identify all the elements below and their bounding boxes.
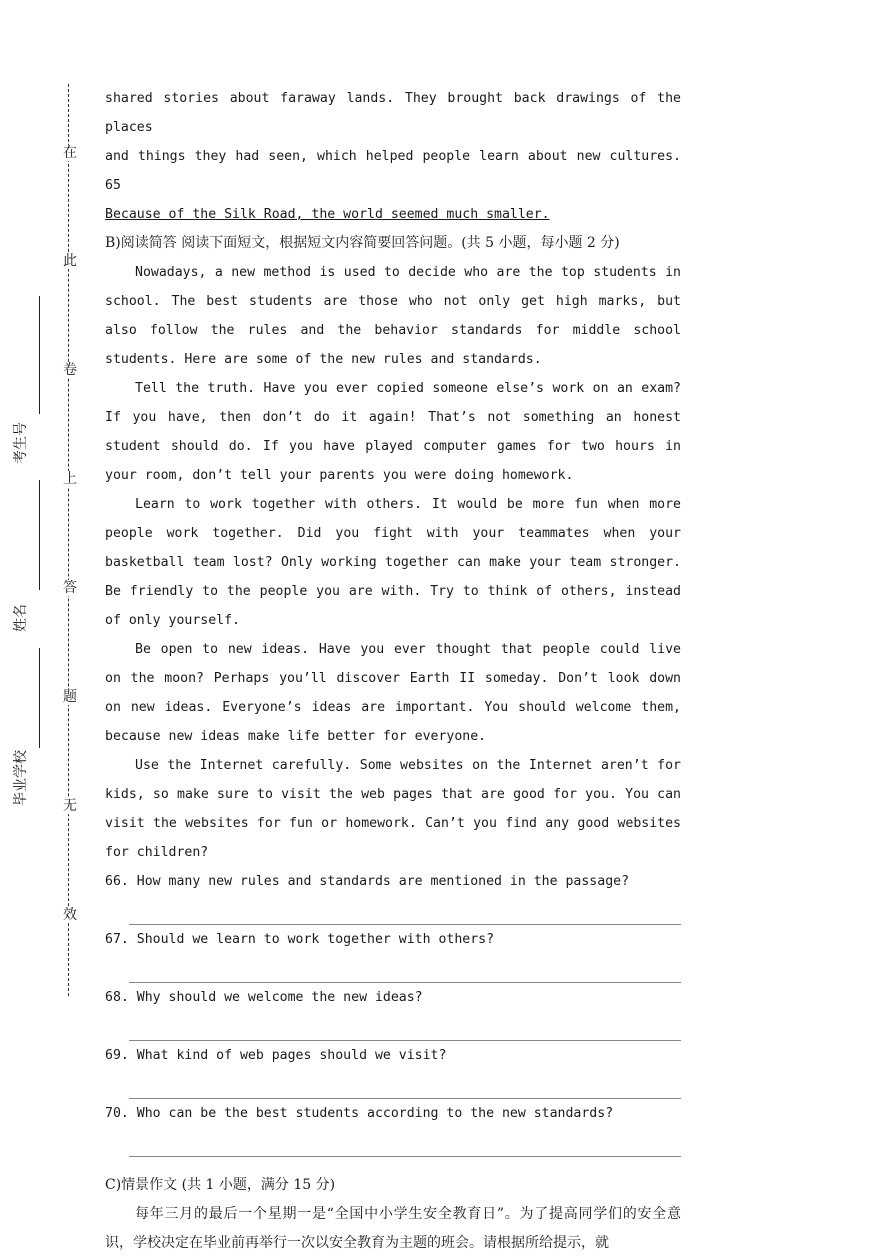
answer-line-66[interactable] xyxy=(129,896,681,925)
question-66: 66. How many new rules and standards are mentioned in the passage? xyxy=(105,874,630,889)
seal-char: 题 xyxy=(63,689,77,705)
answer-line-67[interactable] xyxy=(129,954,681,983)
student-id-line xyxy=(39,296,40,414)
name-label: 姓名 xyxy=(13,604,29,632)
question-69: 69. What kind of web pages should we visit? xyxy=(105,1048,447,1063)
passage-paragraph: Tell the truth. Have you ever copied someone else’s work on an exam? If you have, then don’t do it again! That’s not something an honest student should do. If you have played computer games for two hours in your room, don’t tell your parents you were doing homework. xyxy=(105,381,681,483)
question-68: 68. Why should we welcome the new ideas? xyxy=(105,990,423,1005)
section-c-paragraph: 每年三月的最后一个星期一是“全国中小学生安全教育日”。为了提高同学们的安全意识，学校决定在毕业前再举行一次以安全教育为主题的班会。请根据所给提示，就 xyxy=(105,1206,681,1251)
seal-char: 卷 xyxy=(63,362,77,378)
answer-line-70[interactable] xyxy=(129,1128,681,1157)
school-line xyxy=(39,648,40,748)
passage-paragraph: Be open to new ideas. Have you ever thought that people could live on the moon? Perhaps you’ll discover Earth II someday. Don’t look down on new ideas. Everyone’s ideas are important. You should welcome them, because new ideas make life better for everyone. xyxy=(105,642,681,744)
seal-char: 在 xyxy=(63,145,77,161)
seal-char: 答 xyxy=(63,580,77,596)
passage-paragraph: Use the Internet carefully. Some websites on the Internet aren’t for kids, so make sure to visit the web pages that are good for you. You can visit the websites for fun or homework. Can’t you find any good websites for children? xyxy=(105,758,681,860)
intro-line: and things they had seen, which helped people learn about new cultures. 65 xyxy=(105,149,681,193)
passage-paragraph: Nowadays, a new method is used to decide who are the top students in school. The best students are those who not only get high marks, but also follow the rules and the behavior standards for middle school students. Here are some of the new rules and standards. xyxy=(105,265,681,367)
passage-paragraph: Learn to work together with others. It would be more fun when more people work together. Did you fight with your teammates when your basketball team lost? Only working together can make your team stronger. Be friendly to the people you are with. Try to think of others, instead of only yourself. xyxy=(105,497,681,628)
exam-content xyxy=(105,84,681,1258)
intro-line: shared stories about faraway lands. They brought back drawings of the places xyxy=(105,91,681,135)
section-c-heading: C)情景作文 (共 1 小题，满分 15 分) xyxy=(105,1177,336,1193)
seal-char: 无 xyxy=(63,798,77,814)
name-line xyxy=(39,480,40,590)
answer-line-68[interactable] xyxy=(129,1012,681,1041)
binding-dashed-line xyxy=(68,84,69,996)
question-70: 70. Who can be the best students according to the new standards? xyxy=(105,1106,614,1121)
section-b-heading: B)阅读简答 阅读下面短文，根据短文内容简要回答问题。(共 5 小题，每小题 2 分) xyxy=(105,235,620,251)
seal-char: 此 xyxy=(63,253,77,269)
seal-char: 效 xyxy=(63,907,77,923)
school-label: 毕业学校 xyxy=(13,750,29,806)
seal-char: 上 xyxy=(63,471,77,487)
answer-line-69[interactable] xyxy=(129,1070,681,1099)
question-67: 67. Should we learn to work together with others? xyxy=(105,932,495,947)
student-id-label: 考生号 xyxy=(13,422,29,464)
underlined-sentence: Because of the Silk Road, the world seemed much smaller. xyxy=(105,207,550,222)
